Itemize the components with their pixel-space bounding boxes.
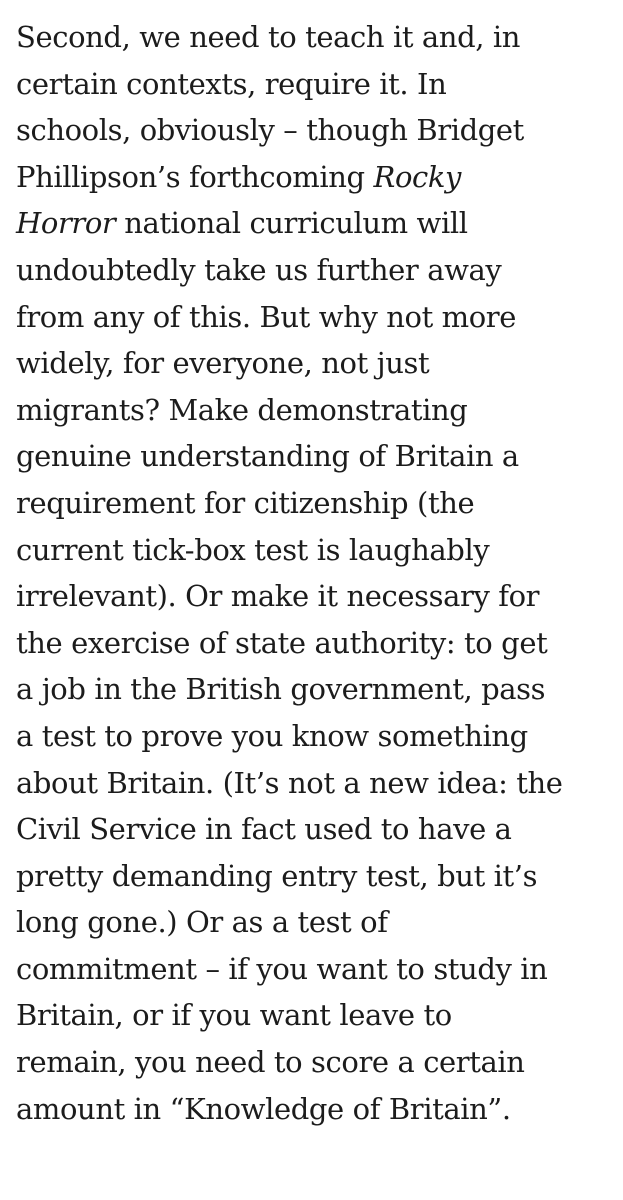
- paragraph-line: a job in the British government, pass: [16, 672, 546, 707]
- article-paragraph: [16, 14, 616, 1132]
- line-text: Phillipson’s forthcoming: [16, 159, 374, 194]
- paragraph-line: current tick-box test is laughably: [16, 532, 490, 567]
- line-text: national curriculum will: [115, 206, 468, 241]
- paragraph-line: remain, you need to score a certain: [16, 1045, 525, 1080]
- paragraph-line: the exercise of state authority: to get: [16, 625, 548, 660]
- paragraph-line: from any of this. But why not more: [16, 299, 517, 334]
- paragraph-line: pretty demanding entry test, but it’s: [16, 858, 538, 893]
- paragraph-line: about Britain. (It’s not a new idea: the: [16, 765, 563, 800]
- italic-title-horror: Horror: [16, 206, 116, 241]
- paragraph-line: requirement for citizenship (the: [16, 485, 475, 520]
- paragraph-line: migrants? Make demonstrating: [16, 392, 468, 427]
- paragraph-line: long gone.) Or as a test of: [16, 905, 388, 940]
- paragraph-line: genuine understanding of Britain a: [16, 439, 519, 474]
- paragraph-line: certain contexts, require it. In: [16, 66, 447, 101]
- paragraph-line: Civil Service in fact used to have a: [16, 812, 512, 847]
- paragraph-line: [16, 200, 616, 247]
- paragraph-line: amount in “Knowledge of Britain”.: [16, 1091, 511, 1126]
- paragraph-line: a test to prove you know something: [16, 718, 528, 753]
- paragraph-line: irrelevant). Or make it necessary for: [16, 579, 540, 614]
- paragraph-line: undoubtedly take us further away: [16, 252, 502, 287]
- article-body: [16, 14, 616, 1132]
- paragraph-line: widely, for everyone, not just: [16, 346, 430, 381]
- paragraph-line: [16, 154, 616, 201]
- italic-title-rocky: Rocky: [373, 159, 462, 194]
- paragraph-line: commitment – if you want to study in: [16, 951, 548, 986]
- paragraph-line: Second, we need to teach it and, in: [16, 20, 521, 54]
- paragraph-line: Britain, or if you want leave to: [16, 998, 452, 1033]
- paragraph-line: schools, obviously – though Bridget: [16, 113, 524, 148]
